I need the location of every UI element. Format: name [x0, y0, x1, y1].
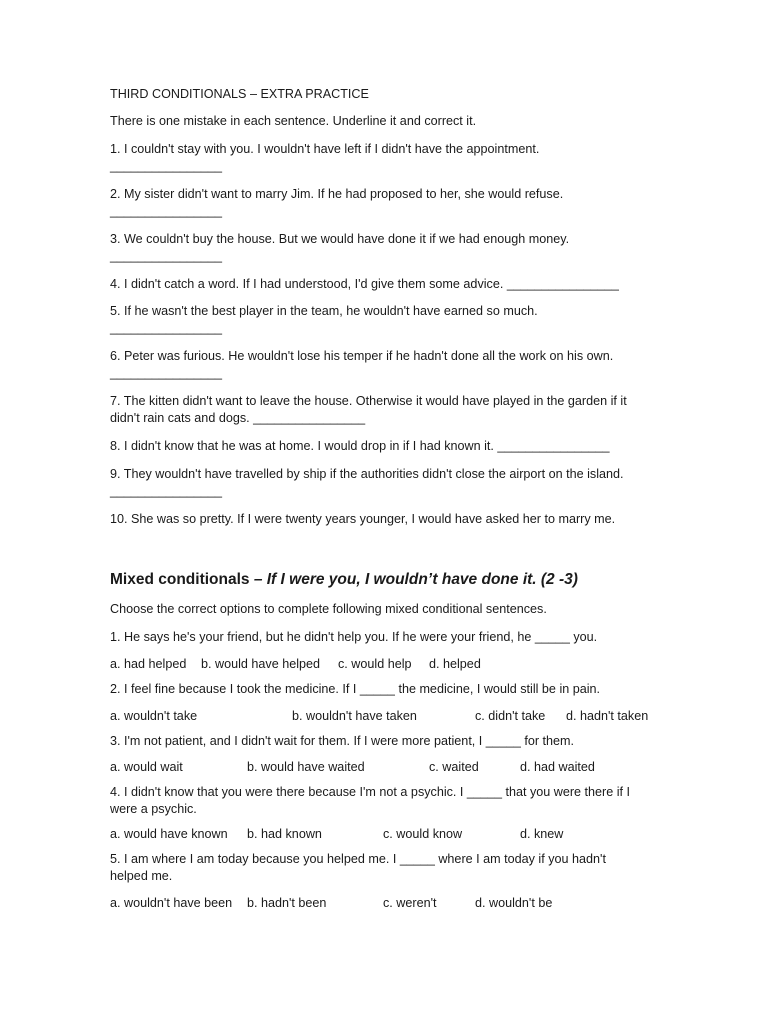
question-3: 3. I'm not patient, and I didn't wait for them. If I were more patient, I _____ for them. — [110, 734, 575, 748]
question-5: 5. I am where I am today because you helped me. I _____ where I am today if you hadn't helped me. — [110, 852, 606, 883]
question-1: 1. He says he's your friend, but he didn't help you. If he were your friend, he _____ you. — [110, 630, 598, 644]
question-2: 2. I feel fine because I took the medicine. If I _____ the medicine, I would still be in pain. — [110, 682, 601, 696]
option-a: a. wouldn't have been — [110, 896, 233, 910]
item-text: 5. If he wasn't the best player in the team, he wouldn't have earned so much. — [110, 304, 538, 318]
option-b: b. would have waited — [247, 760, 365, 774]
option-a: a. wouldn't take — [110, 709, 198, 723]
exercise-item-3 — [110, 231, 569, 265]
item-text: 9. They wouldn't have travelled by ship if the authorities didn't close the airport on the island. — [110, 467, 624, 481]
option-b: b. had known — [247, 827, 322, 841]
exercise-item-10: 10. She was so pretty. If I were twenty years younger, I would have asked her to marry me. — [110, 512, 616, 526]
part1-instruction: There is one mistake in each sentence. Underline it and correct it. — [110, 114, 477, 128]
part2-title-sub: – If I were you, I wouldn’t have done it. (2 -3) — [253, 571, 578, 588]
part2-title-main: Mixed conditionals — [110, 571, 250, 588]
part1-title: THIRD CONDITIONALS – EXTRA PRACTICE — [110, 87, 369, 101]
option-b: b. would have helped — [201, 657, 321, 671]
option-d: d. knew — [520, 827, 564, 841]
option-b: b. wouldn't have taken — [292, 709, 417, 723]
answer-blank: ________________ — [110, 484, 223, 498]
exercise-item-5 — [110, 303, 538, 337]
answer-blank: ________________ — [110, 321, 223, 335]
item-text: 1. I couldn't stay with you. I wouldn't have left if I didn't have the appointment. — [110, 142, 540, 156]
option-c: c. would know — [383, 827, 463, 841]
answer-blank: ________________ — [110, 204, 223, 218]
exercise-item-6 — [110, 348, 613, 382]
exercise-item-8: 8. I didn't know that he was at home. I would drop in if I had known it. ________________ — [110, 439, 610, 453]
item-text: 2. My sister didn't want to marry Jim. If he had proposed to her, she would refuse. — [110, 187, 564, 201]
answer-blank: ________________ — [110, 366, 223, 380]
exercise-item-4: 4. I didn't catch a word. If I had understood, I'd give them some advice. ________________ — [110, 277, 619, 291]
answer-blank: ________________ — [110, 159, 223, 173]
option-d: d. hadn't taken — [566, 709, 649, 723]
part2-instruction: Choose the correct options to complete following mixed conditional sentences. — [110, 602, 547, 616]
question-4: 4. I didn't know that you were there because I'm not a psychic. I _____ that you were there if I were a psychic. — [110, 785, 631, 816]
part2-title — [110, 570, 578, 590]
option-c: c. didn't take — [475, 709, 546, 723]
option-c: c. weren't — [383, 896, 437, 910]
exercise-item-1 — [110, 141, 539, 175]
exercise-item-2 — [110, 186, 563, 220]
answer-blank: ________________ — [110, 249, 223, 263]
option-a: a. would have known — [110, 827, 228, 841]
option-d: d. helped — [429, 657, 481, 671]
option-d: d. had waited — [520, 760, 595, 774]
option-c: c. waited — [429, 760, 479, 774]
option-a: a. had helped — [110, 657, 187, 671]
option-c: c. would help — [338, 657, 412, 671]
option-d: d. wouldn't be — [475, 896, 553, 910]
option-a: a. would wait — [110, 760, 183, 774]
exercise-item-7: 7. The kitten didn't want to leave the house. Otherwise it would have played in the garden if it didn't rain cats and dogs. ________________ — [110, 394, 627, 425]
exercise-item-9 — [110, 466, 624, 500]
item-text: 6. Peter was furious. He wouldn't lose his temper if he hadn't done all the work on his own. — [110, 349, 614, 363]
item-text: 3. We couldn't buy the house. But we would have done it if we had enough money. — [110, 232, 570, 246]
option-b: b. hadn't been — [247, 896, 327, 910]
